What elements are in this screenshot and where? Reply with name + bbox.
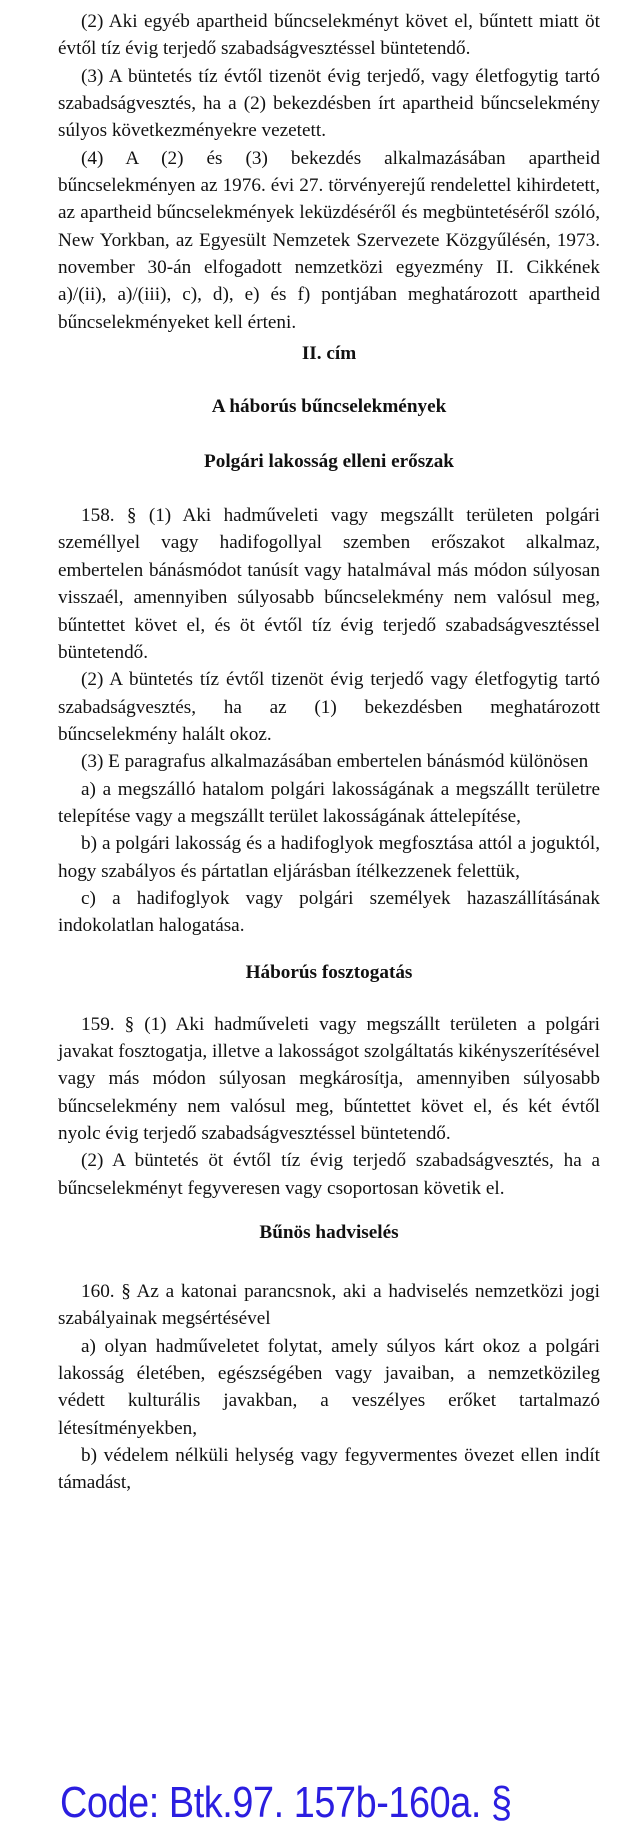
paragraph-160-b: b) védelem nélküli helység vagy fegyvermentes övezet ellen indít támadást, bbox=[58, 1445, 600, 1494]
title-heading: II. cím bbox=[301, 343, 357, 365]
paragraph-158-3: (3) E paragrafus alkalmazásában embertelen bánásmód különösen bbox=[81, 751, 589, 773]
paragraph-157-2: (2) Aki egyéb apartheid bűncselekményt követ el, bűntett miatt öt évtől tíz évig terjedő szabadságvesztéssel büntetendő. bbox=[58, 11, 600, 60]
code-label: Code: Btk.97. 157b-160a. § bbox=[60, 1778, 512, 1827]
section-heading-violence: Polgári lakosság elleni erőszak bbox=[204, 451, 454, 473]
paragraph-159-2: (2) A büntetés öt évtől tíz évig terjedő szabadságvesztés, ha a bűncselekményt fegyveresen vagy csoportosan követik el. bbox=[58, 1150, 600, 1199]
paragraph-158-2: (2) A büntetés tíz évtől tizenöt évig terjedő vagy életfogytig tartó szabadságvesztés, ha az (1) bekezdésben meghatározott bűncselekmény halált okoz. bbox=[58, 669, 600, 745]
chapter-heading: A háborús bűncselekmények bbox=[211, 396, 447, 418]
paragraph-158-3-b: b) a polgári lakosság és a hadifoglyok megfosztása attól a joguktól, hogy szabályos és pártatlan eljárásban ítélkezzenek felettük, bbox=[58, 833, 600, 882]
paragraph-157-4: (4) A (2) és (3) bekezdés alkalmazásában apartheid bűncselekményen az 1976. évi 27. törvényerejű rendelettel kihirdetett, az apartheid bűncselekmények leküzdéséről és megbüntetéséről szóló, New Yorkban, az Egyesült Nemzetek Szervezete Közgyűlésén, 1973. november 30-án elfogadott nemzetközi egyezmény II. Cikkének a)/(ii), a)/(iii), c), d), e) és f) pontjában meghatározott apartheid bűncselekményeket kell érteni. bbox=[58, 147, 600, 333]
paragraph-160: 160. § Az a katonai parancsnok, aki a hadviselés nemzetközi jogi szabályainak megsértésével bbox=[58, 1281, 600, 1330]
document-page bbox=[58, 8, 600, 1497]
section-heading-warfare: Bűnös hadviselés bbox=[259, 1222, 399, 1244]
paragraph-157-3: (3) A büntetés tíz évtől tizenöt évig terjedő, vagy életfogytig tartó szabadságvesztés, ha a (2) bekezdésben írt apartheid bűncselekmény súlyos következményekre vezetett. bbox=[58, 65, 600, 142]
paragraph-159-1: 159. § (1) Aki hadműveleti vagy megszállt területen a polgári javakat fosztogatja, illetve a lakosságot szolgáltatás kikényszerítésével vagy más módon súlyosan megkárosítja, amennyiben súlyosabb bűncselekmény nem valósul meg, bűntettet követ el, és két évtől nyolc évig terjedő szabadságvesztéssel büntetendő. bbox=[58, 1013, 600, 1144]
section-heading-looting: Háborús fosztogatás bbox=[245, 961, 413, 983]
paragraph-158-3-c: c) a hadifoglyok vagy polgári személyek hazaszállításának indokolatlan halogatása. bbox=[58, 887, 600, 937]
paragraph-158-1: 158. § (1) Aki hadműveleti vagy megszállt területen polgári személlyel vagy hadifogollyal szemben erőszakot alkalmaz, embertelen bánásmódot tanúsít vagy hatalmával más módon súlyosan visszaél, amennyiben súlyosabb bűncselekmény nem valósul meg, bűntettet követ el, és öt évtől tíz évig terjedő szabadságvesztéssel büntetendő. bbox=[58, 505, 600, 663]
paragraph-160-a: a) olyan hadműveletet folytat, amely súlyos kárt okoz a polgári lakosság életében, egészségében vagy javaiban, a nemzetközileg védett kulturális javakban, a veszélyes erőket tartalmazó létesítményekben, bbox=[58, 1335, 600, 1439]
paragraph-158-3-a: a) a megszálló hatalom polgári lakosságának a megszállt területre telepítése vagy a megszállt terület lakosságának áttelepítése, bbox=[58, 778, 600, 827]
